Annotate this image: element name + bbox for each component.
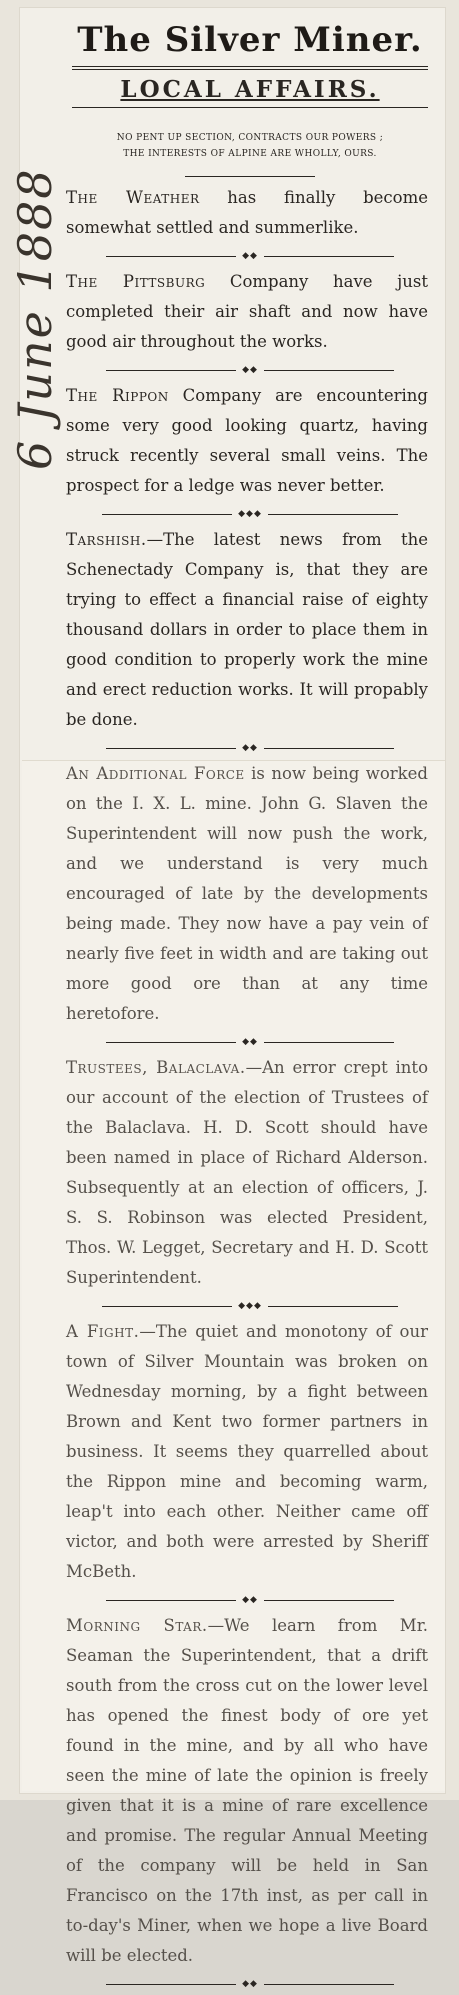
article-text: —An error crept into our account of the election of Trustees of the Balaclava. H. D. Scott should have been named in place of Richard Alderson. Subsequently at an election of officers, J. S. S. Robinson was elected President, Thos. W. Legget, Secretary and H. D. Scott Superintendent. <box>66 1058 428 1287</box>
article-fight <box>66 1317 428 1587</box>
masthead-rule <box>72 66 428 70</box>
article-tarshish <box>66 525 428 735</box>
motto-line-2: THE INTERESTS OF ALPINE ARE WHOLLY, OURS. <box>123 149 377 159</box>
separator: ◆◆◆ <box>66 1301 434 1311</box>
separator: ◆◆ <box>66 1595 434 1605</box>
article-additional-force <box>66 759 428 1029</box>
separator: ◆◆ <box>66 251 434 261</box>
article-lead: The Rippon <box>66 386 169 405</box>
clipping-column <box>66 12 434 1995</box>
article-text: Company have just completed their air shaft and now have good air throughout the works. <box>66 272 428 351</box>
section-rule <box>72 107 428 108</box>
article-lead: Tarshish. <box>66 530 147 549</box>
separator: ◆◆◆ <box>66 509 434 519</box>
article-pittsburg <box>66 267 428 357</box>
article-lead: An Additional Force <box>66 764 245 783</box>
article-text: —The quiet and monotony of our town of Silver Mountain was broken on Wednesday morning, by a fight between Brown and Kent two former partners in business. It seems they quarrelled about the Rippon mine and becoming warm, leap't into each other. Neither came off victor, and both were arrested by Sheriff McBeth. <box>66 1322 428 1581</box>
separator: ◆◆ <box>66 743 434 753</box>
article-lead: A Fight. <box>66 1322 140 1341</box>
section-title: LOCAL AFFAIRS. <box>120 76 380 103</box>
article-lead: Trustees, Balaclava. <box>66 1058 246 1077</box>
masthead-title: The Silver Miner. <box>77 20 423 60</box>
motto-line-1: NO PENT UP SECTION, CONTRACTS OUR POWERS ; <box>116 133 384 143</box>
article-text: has finally become somewhat settled and summerlike. <box>66 188 428 237</box>
separator: ◆◆ <box>66 1979 434 1989</box>
article-lead: Morning Star. <box>66 1616 208 1635</box>
article-text: —The latest news from the Schenectady Company is, that they are trying to effect a financial raise of eighty thousand dollars in order to place them in good condition to properly work the mine and erect reduction works. It will propably be done. <box>66 530 428 729</box>
separator: ◆◆ <box>66 1037 434 1047</box>
separator: ◆◆ <box>66 365 434 375</box>
article-weather <box>66 183 428 243</box>
article-text: Company are encountering some very good looking quartz, having struck recently several small veins. The prospect for a ledge was never better. <box>66 386 428 495</box>
separator <box>66 176 434 177</box>
article-lead: The Pittsburg <box>66 272 206 291</box>
article-rippon <box>66 381 428 501</box>
motto <box>66 130 434 162</box>
article-trustees-balaclava <box>66 1053 428 1293</box>
article-morning-star <box>66 1611 428 1971</box>
handwritten-date-annotation: 6 June 1888 <box>8 167 62 470</box>
article-text: —We learn from Mr. Seaman the Superintendent, that a drift south from the cross cut on the lower level has opened the finest body of ore yet found in the mine, and by all who have seen the mine of late the opinion is freely given that it is a mine of rare excellence and promise. The regular Annual Meeting of the company will be held in San Francisco on the 17th inst, as per call in to-day's Miner, when we hope a live Board will be elected. <box>66 1616 429 1965</box>
article-text: is now being worked on the I. X. L. mine. John G. Slaven the Superintendent will now push the work, and we understand is very much encouraged of late by the developments being made. They now have a pay vein of nearly five feet in width and are taking out more good ore than at any time heretofore. <box>66 764 428 1023</box>
article-lead: The Weather <box>66 188 200 207</box>
